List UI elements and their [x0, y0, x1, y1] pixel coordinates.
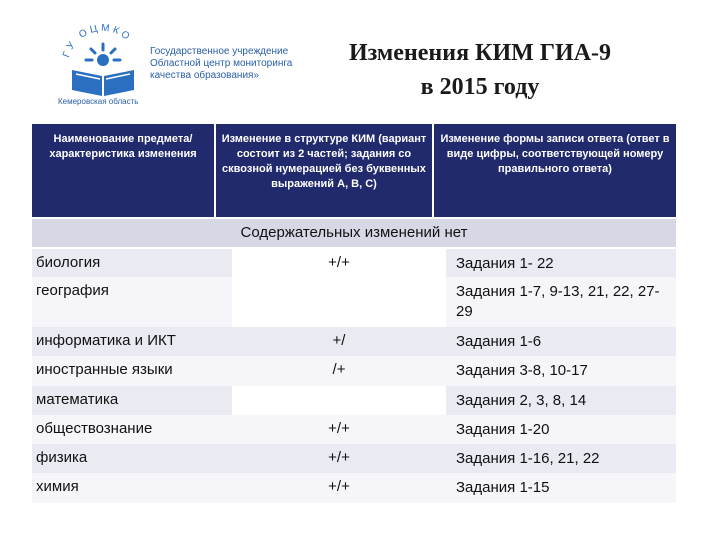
subject-cell: география [36, 282, 109, 299]
structure-cell [232, 386, 446, 415]
tasks-cell: Задания 1-6 [456, 333, 542, 350]
tasks-cell: Задания 1- 22 [456, 255, 554, 272]
subject-cell: математика [36, 391, 119, 408]
organization-name-line: Государственное учреждение [150, 46, 289, 57]
region-label: Кемеровская область [58, 97, 139, 106]
table-row [32, 415, 676, 444]
subject-cell: иностранные языки [36, 361, 173, 378]
structure-cell [232, 277, 446, 327]
organization-name-line: Областной центр мониторинга [150, 58, 293, 69]
slide-title-line-1: Изменения КИМ ГИА-9 [348, 40, 612, 66]
svg-text:ГУ ОЦМКО [61, 23, 134, 59]
structure-cell: +/ [332, 332, 346, 349]
tasks-cell: Задания 2, 3, 8, 14 [456, 392, 587, 409]
structure-cell: /+ [332, 361, 346, 378]
structure-cell: +/+ [328, 420, 350, 437]
logo-arc-text: ГУ ОЦМКО [61, 22, 134, 60]
table-header-subject: Наименование предмета/ характеристика изменения [32, 124, 214, 217]
organization-name [150, 46, 320, 82]
table-row [32, 249, 676, 277]
slide-title [330, 36, 630, 104]
tasks-cell: Задания 3-8, 10-17 [456, 362, 588, 379]
structure-cell: +/+ [328, 478, 350, 495]
no-content-changes-band: Содержательных изменений нет [32, 219, 676, 247]
slide-title-line-2: в 2015 году [420, 74, 540, 100]
tasks-cell: Задания 1-20 [456, 421, 550, 438]
table-header-answer-format: Изменение формы записи ответа (ответ в виде цифры, соответствующей номеру правильного ответа) [434, 124, 676, 217]
structure-cell: +/+ [328, 449, 350, 466]
table-row [32, 386, 676, 415]
table-row [32, 473, 676, 503]
table-row [32, 277, 676, 327]
table-row [32, 356, 676, 386]
tasks-cell: Задания 1-15 [456, 479, 550, 496]
subject-cell: обществознание [36, 420, 153, 437]
table-row [32, 444, 676, 473]
subject-cell: биология [36, 254, 101, 271]
structure-cell: +/+ [232, 249, 446, 277]
subject-cell: химия [36, 478, 79, 495]
table-row [32, 327, 676, 356]
tasks-cell: Задания 1-7, 9-13, 21, 22, 27-29 [456, 283, 660, 320]
tasks-cell: Задания 1-16, 21, 22 [456, 450, 600, 467]
table-header-structure: Изменение в структуре КИМ (вариант состоит из 2 частей; задания со сквозной нумерацией без буквенных выражений А, В, С) [216, 124, 432, 217]
organization-name-line: качества образования» [150, 70, 260, 81]
subject-cell: физика [36, 449, 88, 466]
subject-cell: информатика и ИКТ [36, 332, 176, 349]
